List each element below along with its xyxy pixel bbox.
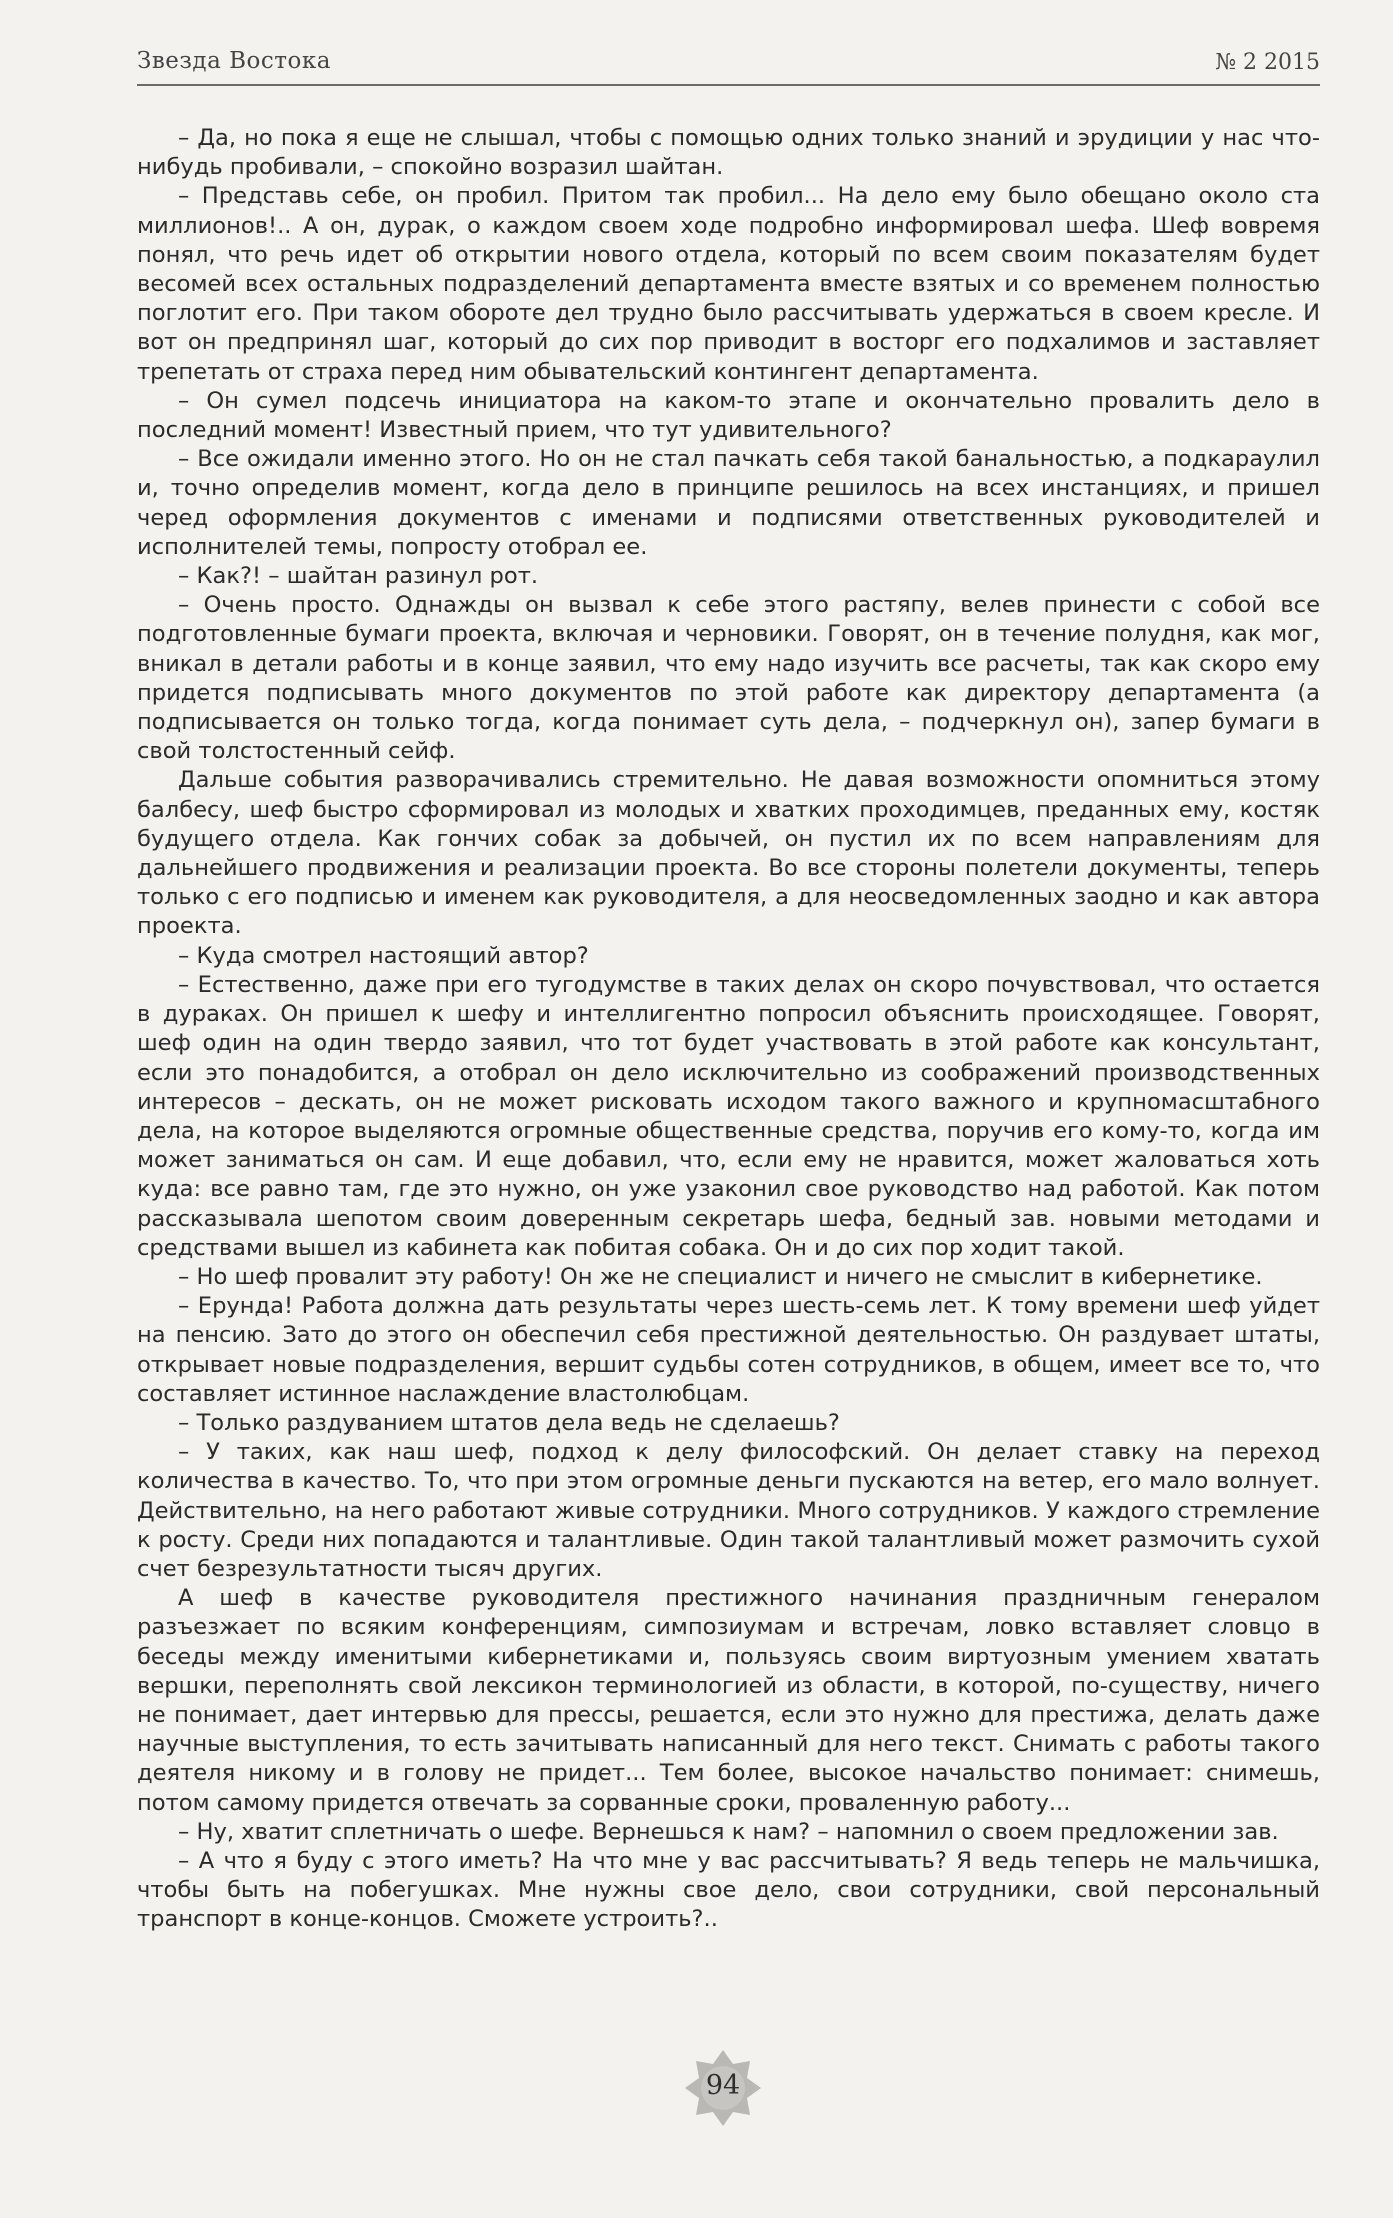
paragraph: – Только раздуванием штатов дела ведь не сделаешь? bbox=[178, 1409, 840, 1436]
issue-number: № 2 2015 bbox=[1215, 50, 1320, 75]
paragraph: – Все ожидали именно этого. Но он не стал пачкать себя такой банальностью, а подкараулил и, точно определив момент, когда дело в принципе решилось на всех инстанциях, и пришел черед оформления документов с именами и подписями ответственных руководителей и исполнителей темы, попросту отобрал ее. bbox=[137, 446, 1320, 560]
paragraph: Дальше события разворачивались стремительно. Не давая возможности опомниться этому балбесу, шеф быстро сформировал из молодых и хватких проходимцев, преданных ему, костяк будущего отдела. Как гончих собак за добычей, он пустил их по всем направлениям для дальнейшего продвижения и реализации проекта. Во все стороны полетели документы, теперь только с его подписью и именем как руководителя, а для неосведомленных заодно и как автора проекта. bbox=[137, 767, 1320, 940]
paragraph: А шеф в качестве руководителя престижного начинания праздничным генералом разъезжает по всяким конференциям, симпозиумам и встречам, ловко вставляет словцо в беседы между именитыми кибернетиками и, пользуясь своим виртуозным умением хватать вершки, переполнять свой лексикон терминологией из области, в которой, по-существу, ничего не понимает, дает интервью для прессы, решается, если это нужно для престижа, делать даже научные выступления, то есть зачитывать написанный для него текст. Снимать с работы такого деятеля никому и в голову не придет... Тем более, высокое начальство понимает: снимешь, потом самому придется отвечать за сорванные сроки, проваленную работу... bbox=[137, 1585, 1320, 1816]
paragraph: – Да, но пока я еще не слышал, чтобы с помощью одних только знаний и эрудиции у нас что-нибудь пробивали, – спокойно возразил шайтан. bbox=[137, 125, 1320, 181]
paragraph: – А что я буду с этого иметь? На что мне у вас рассчитывать? Я ведь теперь не мальчишка, чтобы быть на побегушках. Мне нужны свое дело, свои сотрудники, свой персональный транспорт в конце-концов. Сможете устроить?.. bbox=[137, 1847, 1320, 1933]
paragraph: – Как?! – шайтан разинул рот. bbox=[178, 563, 539, 590]
paragraph: – Ерунда! Работа должна дать результаты через шесть-семь лет. К тому времени шеф уйдет на пенсию. Зато до этого он обеспечил себя престижной деятельностью. Он раздувает штаты, открывает новые подразделения, вершит судьбы сотен сотрудников, в общем, имеет все то, что составляет истинное наслаждение властолюбцам. bbox=[137, 1293, 1320, 1407]
paragraph: – У таких, как наш шеф, подход к делу философский. Он делает ставку на переход количества в качество. То, что при этом огромные деньги пускаются на ветер, его мало волнует. Действительно, на него работают живые сотрудники. Много сотрудников. У каждого стремление к росту. Среди них попадаются и талантливые. Один такой талантливый может размочить сухой счет безрезультатности тысяч других. bbox=[137, 1439, 1320, 1582]
article-body bbox=[137, 124, 1320, 1935]
paragraph: – Ну, хватит сплетничать о шефе. Вернешься к нам? – напомнил о своем предложении зав. bbox=[178, 1818, 1279, 1845]
paragraph: – Но шеф провалит эту работу! Он же не специалист и ничего не смыслит в кибернетике. bbox=[178, 1263, 1263, 1290]
page-number: 94 bbox=[705, 2070, 741, 2101]
paragraph: – Куда смотрел настоящий автор? bbox=[178, 942, 589, 969]
page-number-badge bbox=[683, 2048, 763, 2128]
paragraph: – Представь себе, он пробил. Притом так пробил... На дело ему было обещано около ста миллионов!.. А он, дурак, о каждом своем ходе подробно информировал шефа. Шеф вовремя понял, что речь идет об открытии нового отдела, который по всем своим показателям будет весомей всех остальных подразделений департамента вместе взятых и со временем полностью поглотит его. При таком обороте дел трудно было рассчитывать удержаться в своем кресле. И вот он предпринял шаг, который до сих пор приводит в восторг его подхалимов и заставляет трепетать от страха перед ним обывательский контингент департамента. bbox=[137, 183, 1320, 385]
paragraph: – Он сумел подсечь инициатора на каком-то этапе и окончательно провалить дело в последний момент! Известный прием, что тут удивительного? bbox=[137, 387, 1320, 444]
paragraph: – Очень просто. Однажды он вызвал к себе этого растяпу, велев принести с собой все подготовленные бумаги проекта, включая и черновики. Говорят, он в течение полудня, как мог, вникал в детали работы и в конце заявил, что ему надо изучить все расчеты, так как скоро ему придется подписывать много документов по этой работе как директору департамента (а подписывается он только тогда, когда понимает суть дела, – подчеркнул он), запер бумаги в свой толстостенный сейф. bbox=[137, 592, 1320, 765]
running-header bbox=[137, 40, 1320, 86]
page-footer bbox=[0, 2048, 1393, 2128]
paragraph: – Естественно, даже при его тугодумстве в таких делах он скоро почувствовал, что остается в дураках. Он пришел к шефу и интеллигентно попросил объяснить происходящее. Говорят, шеф один на один твердо заявил, что тот будет участвовать в этой работе как консультант, если это понадобится, а отобрал он дело исключительно из соображений производственных интересов – дескать, он не может рисковать исходом такого важного и крупномасштабного дела, на которое выделяются огромные общественные средства, поручив его кому-то, когда им может заниматься он сам. И еще добавил, что, если ему не нравится, может жаловаться хоть куда: все равно там, где это нужно, он уже узаконил свое руководство над работой. Как потом рассказывала шепотом своим доверенным секретарь шефа, бедный зав. новыми методами и средствами вышел из кабинета как побитая собака. Он и до сих пор ходит такой. bbox=[137, 971, 1320, 1261]
magazine-title: Звезда Востока bbox=[137, 48, 331, 74]
